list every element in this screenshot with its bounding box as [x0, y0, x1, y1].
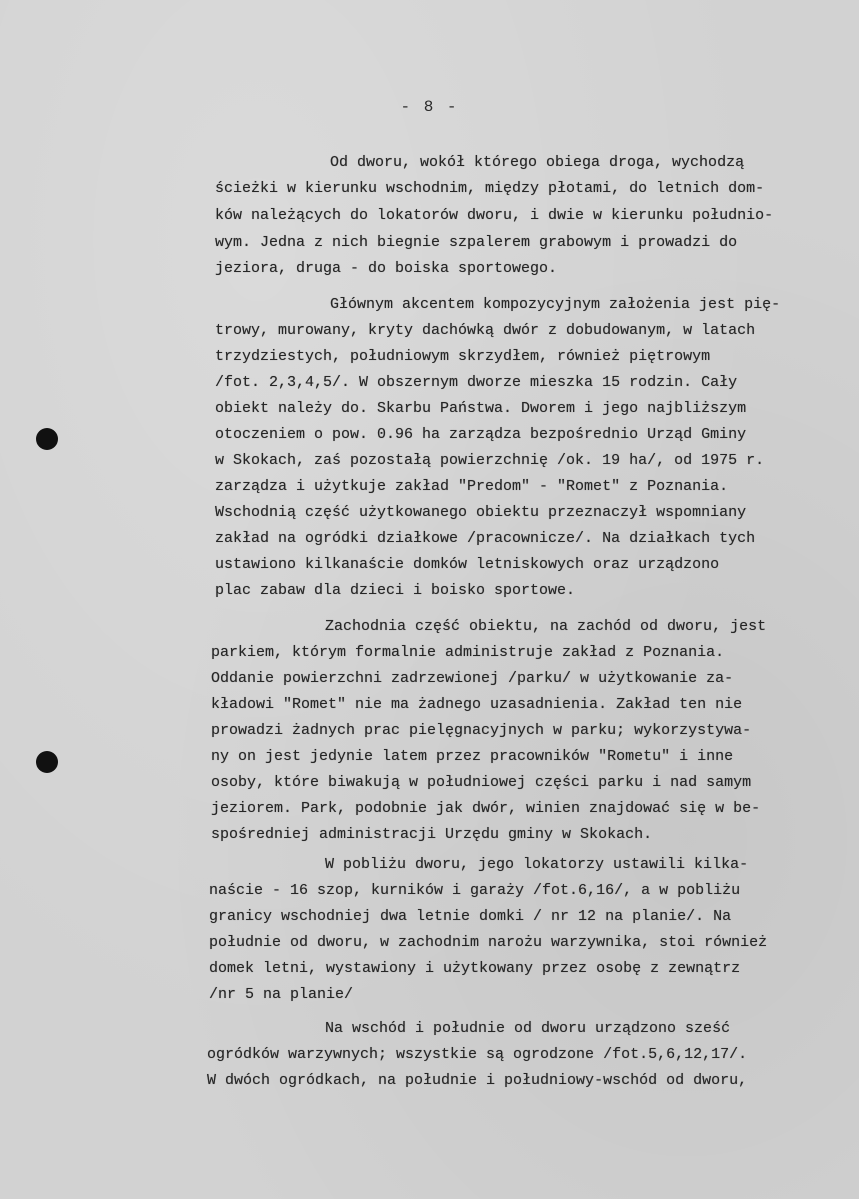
- text-line: spośredniej administracji Urzędu gminy w Skokach.: [211, 826, 653, 843]
- text-line: kładowi "Romet" nie ma żadnego uzasadnienia. Zakład ten nie: [211, 696, 743, 713]
- text-line: osoby, które biwakują w południowej części parku i nad samym: [211, 774, 752, 791]
- text-line: jeziorem. Park, podobnie jak dwór, winien znajdować się w be-: [211, 800, 761, 817]
- text-line: plac zabaw dla dzieci i boisko sportowe.: [215, 582, 576, 599]
- text-line: Wschodnią część użytkowanego obiektu przeznaczył wspomniany: [215, 504, 747, 521]
- text-line: zarządza i użytkuje zakład "Predom" - "Romet" z Poznania.: [215, 478, 729, 495]
- text-line: Na wschód i południe od dworu urządzono sześć: [325, 1020, 731, 1037]
- text-line: zakład na ogródki działkowe /pracownicze/. Na działkach tych: [215, 530, 756, 547]
- text-line: ścieżki w kierunku wschodnim, między płotami, do letnich dom-: [215, 180, 765, 197]
- text-line: ogródków warzywnych; wszystkie są ogrodzone /fot.5,6,12,17/.: [207, 1046, 748, 1063]
- text-line: w Skokach, zaś pozostałą powierzchnię /ok. 19 ha/, od 1975 r.: [215, 452, 765, 469]
- text-line: naście - 16 szop, kurników i garaży /fot.6,16/, a w pobliżu: [209, 882, 741, 899]
- text-line: obiekt należy do. Skarbu Państwa. Dworem i jego najbliższym: [215, 400, 747, 417]
- text-line: południe od dworu, w zachodnim narożu warzywnika, stoi również: [209, 934, 768, 951]
- text-line: Oddanie powierzchni zadrzewionej /parku/ w użytkowanie za-: [211, 670, 734, 687]
- text-line: /nr 5 na planie/: [209, 986, 354, 1003]
- text-line: W pobliżu dworu, jego lokatorzy ustawili kilka-: [325, 856, 749, 873]
- text-line: ków należących do lokatorów dworu, i dwie w kierunku południo-: [215, 207, 774, 224]
- punch-hole: [36, 751, 58, 773]
- text-line: ustawiono kilkanaście domków letniskowych oraz urządzono: [215, 556, 720, 573]
- text-line: trowy, murowany, kryty dachówką dwór z dobudowanym, w latach: [215, 322, 756, 339]
- text-line: wym. Jedna z nich biegnie szpalerem grabowym i prowadzi do: [215, 234, 738, 251]
- text-line: domek letni, wystawiony i użytkowany przez osobę z zewnątrz: [209, 960, 741, 977]
- text-line: parkiem, którym formalnie administruje zakład z Poznania.: [211, 644, 725, 661]
- punch-hole: [36, 428, 58, 450]
- text-line: jeziora, druga - do boiska sportowego.: [215, 260, 558, 277]
- text-line: Zachodnia część obiektu, na zachód od dworu, jest: [325, 618, 767, 635]
- page-number: - 8 -: [400, 98, 459, 116]
- text-line: /fot. 2,3,4,5/. W obszernym dworze mieszka 15 rodzin. Cały: [215, 374, 738, 391]
- text-line: trzydziestych, południowym skrzydłem, również piętrowym: [215, 348, 711, 365]
- text-line: Głównym akcentem kompozycyjnym założenia jest pię-: [330, 296, 781, 313]
- text-line: W dwóch ogródkach, na południe i południowy-wschód od dworu,: [207, 1072, 748, 1089]
- text-line: prowadzi żadnych prac pielęgnacyjnych w parku; wykorzystywa-: [211, 722, 752, 739]
- text-line: granicy wschodniej dwa letnie domki / nr 12 na planie/. Na: [209, 908, 732, 925]
- text-line: Od dworu, wokół którego obiega droga, wychodzą: [330, 154, 745, 171]
- text-line: otoczeniem o pow. 0.96 ha zarządza bezpośrednio Urząd Gminy: [215, 426, 747, 443]
- text-line: ny on jest jedynie latem przez pracowników "Rometu" i inne: [211, 748, 734, 765]
